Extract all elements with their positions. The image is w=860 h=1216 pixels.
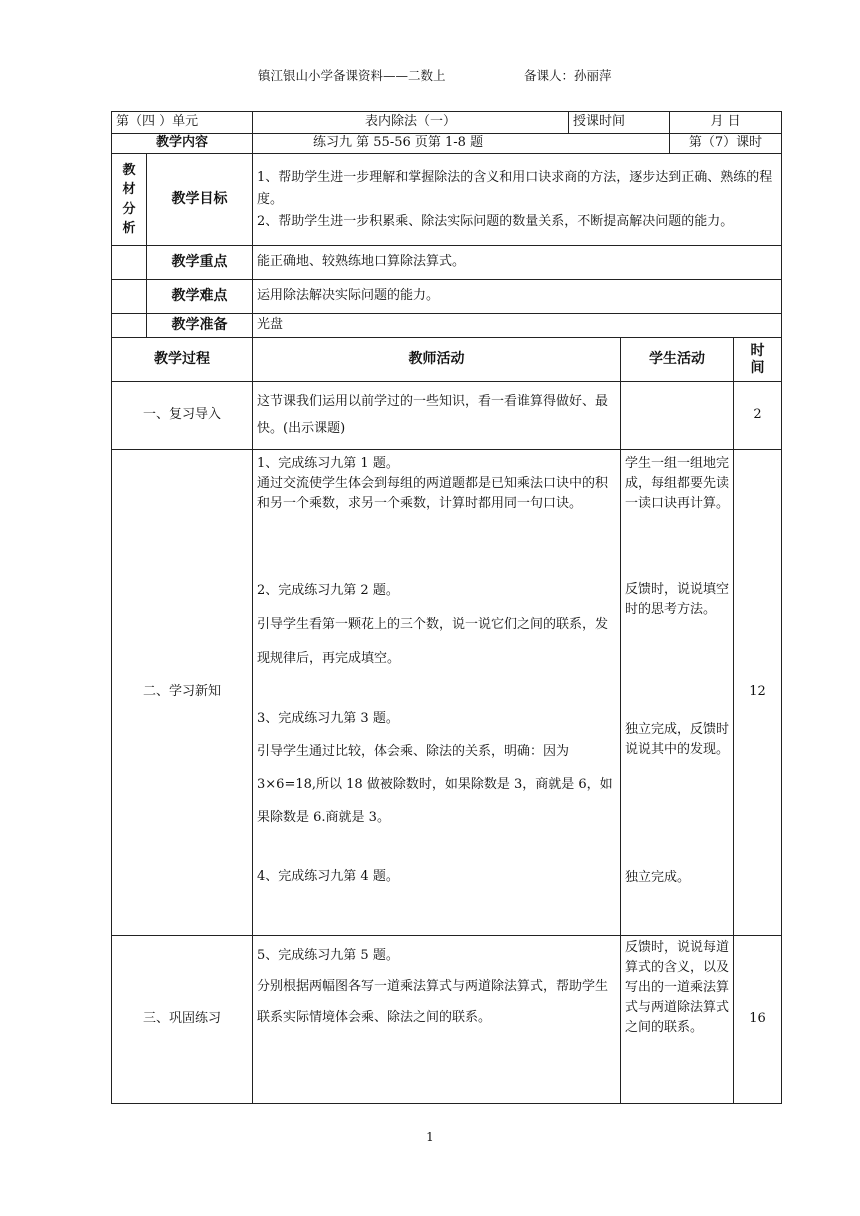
- teacher-item-title: 1、完成练习九第 1 题。: [257, 456, 399, 471]
- stage-1-time: 2: [734, 382, 782, 450]
- row-difficulty: [112, 280, 782, 314]
- side-char: 材: [122, 182, 136, 197]
- teacher-item-4: [257, 862, 616, 892]
- teacher-item-body: 引导学生通过比较，体会乘、除法的关系，明确：因为 3×6=18,所以 18 做被除数时，如果除数是 3，商就是 6，如果除数是 6.商就是 3。: [257, 744, 613, 825]
- time-header-text: 时 间: [750, 343, 765, 376]
- empty-side: [112, 314, 147, 338]
- stage-2-name: 二、学习新知: [112, 450, 253, 936]
- goals-text: 1、帮助学生进一步理解和掌握除法的含义和用口诀求商的方法，逐步达到正确、熟练的程度。 2、帮助学生进一步积累乘、除法实际问题的数量关系，不断提高解决问题的能力。: [257, 169, 773, 229]
- side-char: 分: [122, 201, 136, 217]
- prep-label: 教学准备: [147, 314, 253, 338]
- row-content: [112, 134, 782, 154]
- teacher-item-1: [257, 454, 616, 574]
- stage-3-time: 16: [734, 936, 782, 1104]
- analysis-side-label: [112, 154, 147, 246]
- header-right: 备课人：孙丽萍: [524, 68, 612, 83]
- teacher-item-body: 分别根据两幅图各写一道乘法算式与两道除法算式，帮助学生联系实际情境体会乘、除法之间的联系。: [257, 979, 609, 1025]
- difficulty-label: 教学难点: [147, 280, 253, 314]
- side-char: 析: [122, 221, 136, 236]
- time-header: [734, 338, 782, 382]
- row-process-headers: [112, 338, 782, 382]
- teacher-item-title: 4、完成练习九第 4 题。: [257, 869, 399, 884]
- unit-cell: 第（四 ）单元: [112, 112, 253, 134]
- content-label: 教学内容: [112, 134, 253, 154]
- teacher-item-2: [257, 574, 616, 702]
- teacher-item-3: [257, 702, 616, 862]
- key-label: 教学重点: [147, 246, 253, 280]
- student-item-4: 独立完成。: [625, 870, 691, 885]
- row-goals: [112, 154, 782, 246]
- row-prep: [112, 314, 782, 338]
- period-cell: 第（7）课时: [670, 134, 782, 154]
- teacher-item-body: 引导学生看第一颗花上的三个数，说一说它们之间的联系，发现规律后，再完成填空。: [257, 617, 609, 666]
- lesson-plan-table: [111, 111, 782, 1104]
- goal-label: 教学目标: [147, 154, 253, 246]
- header-left: 镇江银山小学备课资料——二数上: [258, 68, 446, 83]
- student-item-3: 独立完成，反馈时说说其中的发现。: [625, 722, 730, 757]
- stage-3-name: 三、巩固练习: [112, 936, 253, 1104]
- row-stage-2: [112, 450, 782, 936]
- student-item-2: 反馈时，说说填空时的思考方法。: [625, 582, 730, 617]
- stage-1-teacher: 这节课我们运用以前学过的一些知识，看一看谁算得做好、最快。(出示课题): [253, 382, 621, 450]
- goals-cell: [253, 154, 782, 246]
- empty-side: [112, 280, 147, 314]
- stage-3-teacher: [253, 936, 621, 1104]
- topic-cell: 表内除法（一）: [253, 112, 569, 134]
- stage-2-time: 12: [734, 450, 782, 936]
- teacher-item-title: 5、完成练习九第 5 题。: [257, 948, 399, 963]
- content-cell: 练习九 第 55-56 页第 1-8 题: [253, 134, 670, 154]
- stage-1-student: [621, 382, 734, 450]
- teacher-item-title: 2、完成练习九第 2 题。: [257, 583, 399, 598]
- student-header: 学生活动: [621, 338, 734, 382]
- teacher-item-body: 通过交流使学生体会到每组的两道题都是已知乘法口诀中的积和另一个乘数，求另一个乘数，计算时都用同一句口诀。: [257, 476, 609, 511]
- prep-cell: 光盘: [253, 314, 782, 338]
- stage-2-teacher: [253, 450, 621, 936]
- stage-3-student: 反馈时，说说每道算式的含义，以及写出的一道乘法算式与两道除法算式之间的联系。: [621, 936, 734, 1104]
- difficulty-cell: 运用除法解决实际问题的能力。: [253, 280, 782, 314]
- teacher-item-title: 3、完成练习九第 3 题。: [257, 711, 399, 726]
- row-stage-1: [112, 382, 782, 450]
- row-key: [112, 246, 782, 280]
- empty-side: [112, 246, 147, 280]
- student-item-1: 学生一组一组地完成，每组都要先读一读口诀再计算。: [625, 456, 730, 511]
- row-unit: [112, 112, 782, 134]
- key-cell: 能正确地、较熟练地口算除法算式。: [253, 246, 782, 280]
- page-number: 1: [426, 1130, 434, 1144]
- teacher-header: 教师活动: [253, 338, 621, 382]
- date-cell: 月 日: [670, 112, 782, 134]
- process-header: 教学过程: [112, 338, 253, 382]
- time-label-cell: 授课时间: [569, 112, 670, 134]
- row-stage-3: [112, 936, 782, 1104]
- stage-1-name: 一、复习导入: [112, 382, 253, 450]
- side-char: 教: [122, 162, 136, 178]
- stage-2-student: [621, 450, 734, 936]
